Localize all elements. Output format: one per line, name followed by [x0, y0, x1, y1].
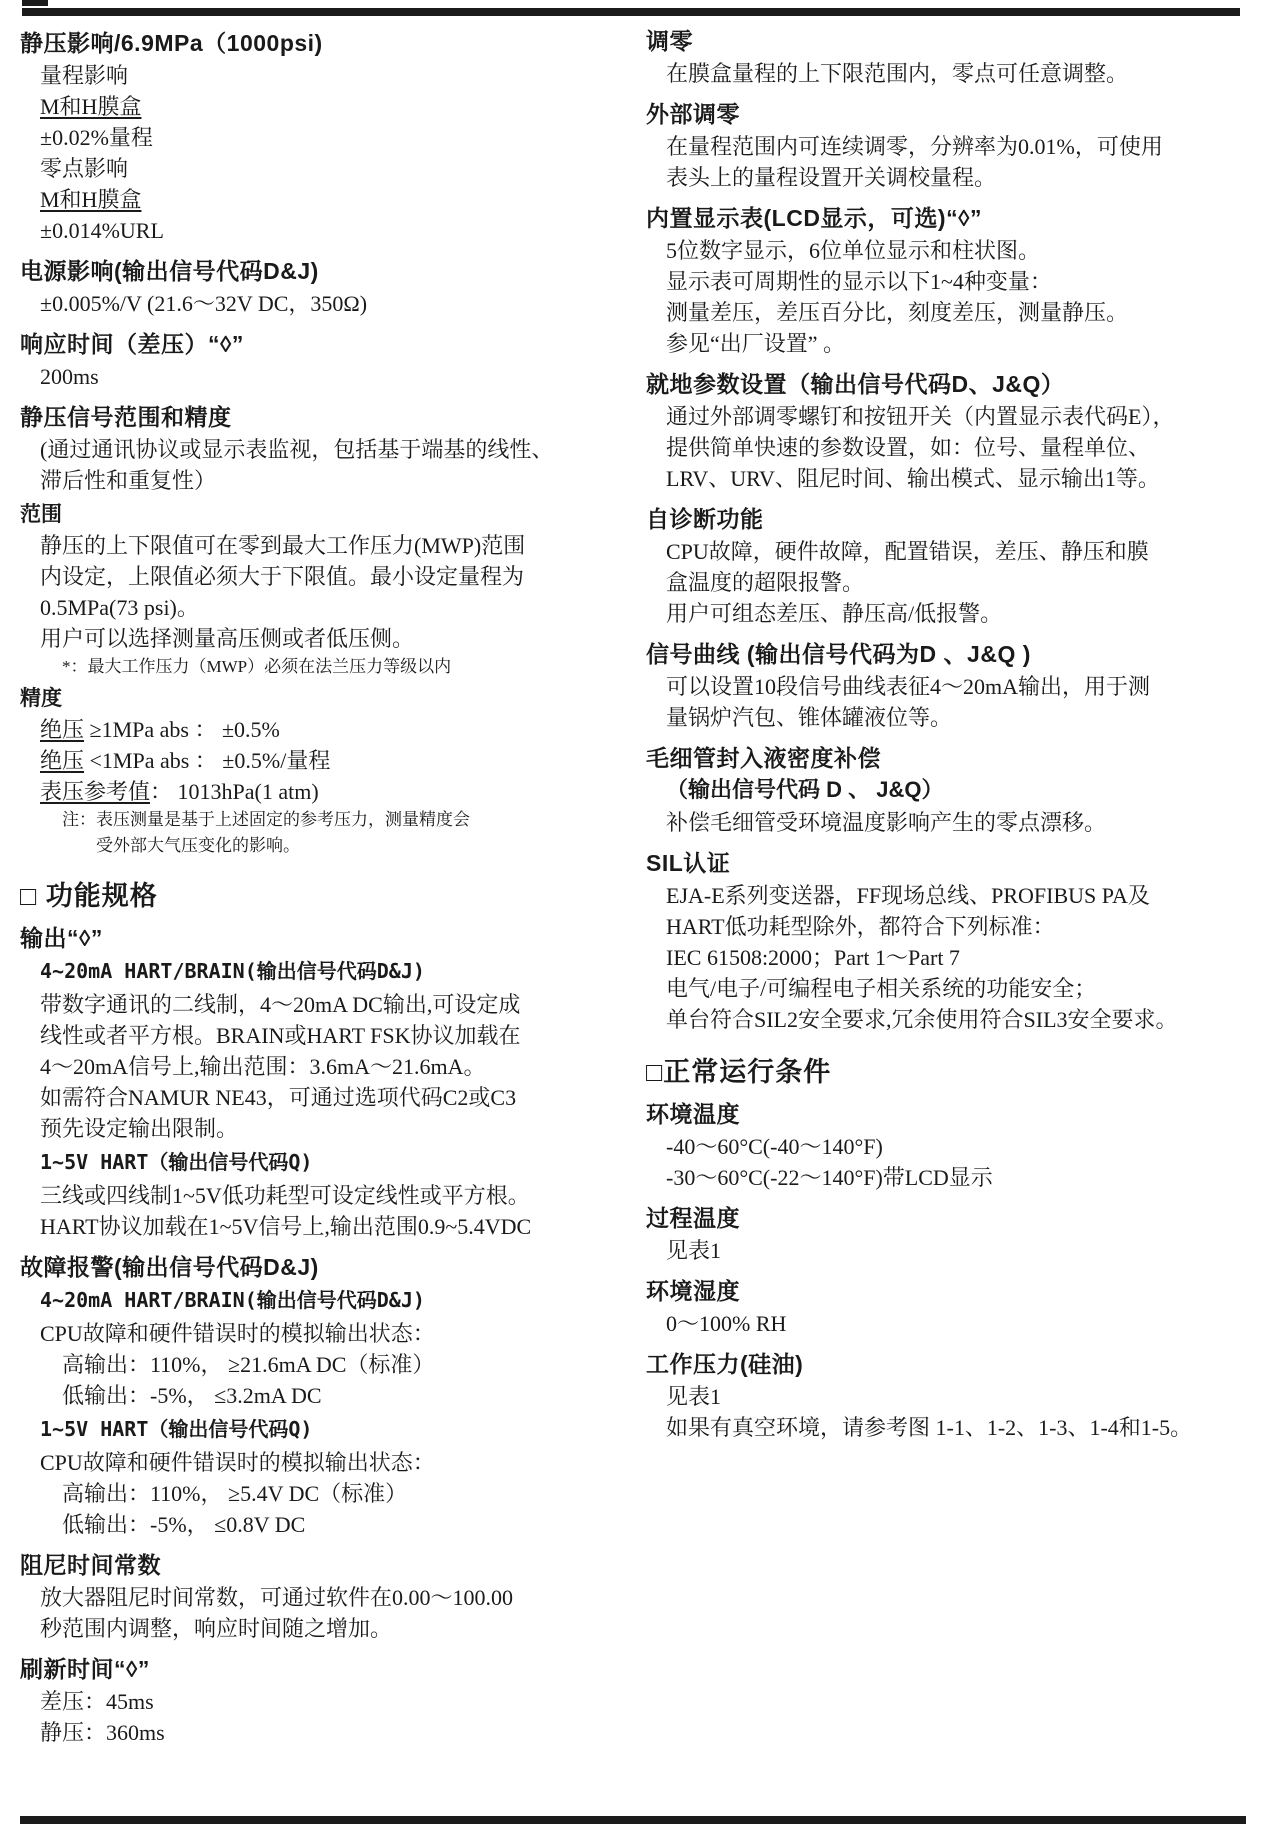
text-run: ±0.005%/V (21.6～32V DC，350Ω): [40, 291, 368, 316]
text-run: 5位数字显示，6位单位显示和柱状图。: [666, 238, 1041, 263]
spec-heading: [20, 256, 640, 286]
text-run: 盒温度的超限报警。: [666, 570, 865, 595]
text-line: [20, 592, 640, 623]
spec-heading: [646, 848, 1276, 878]
spec-heading: [20, 1550, 640, 1580]
text-run: CPU故障，硬件故障，配置错误，差压、静压和膜: [666, 539, 1149, 564]
text-line: [20, 1051, 640, 1082]
spec-heading: [646, 1099, 1276, 1129]
text-run: EJA-E系列变送器，FF现场总线、PROFIBUS PA及: [666, 883, 1150, 908]
text-line: [20, 1613, 640, 1644]
text-line: [646, 973, 1276, 1004]
text-line: [646, 1381, 1276, 1412]
text-run: 提供简单快速的参数设置，如：位号、量程单位、: [666, 435, 1151, 460]
text-line: [20, 714, 640, 745]
text-line: [20, 1582, 640, 1613]
text-line: [646, 131, 1276, 162]
text-line: [646, 807, 1276, 838]
text-run: 差压：45ms: [40, 1689, 154, 1714]
text-line: [646, 1162, 1276, 1193]
text-run: 用户可以选择测量高压侧或者低压侧。: [40, 626, 415, 651]
text-run: □ 功能规格: [20, 881, 158, 911]
spec-heading: [646, 743, 1276, 773]
text-run: CPU故障和硬件错误时的模拟输出状态：: [40, 1321, 435, 1346]
text-run: 调零: [646, 28, 693, 54]
text-run: （输出信号代码 D 、 J&Q）: [666, 777, 944, 802]
sub-heading: [20, 684, 640, 714]
text-run: 表头上的量程设置开关调校量程。: [666, 165, 997, 190]
text-run: CPU故障和硬件错误时的模拟输出状态：: [40, 1450, 435, 1475]
text-line: [20, 989, 640, 1020]
text-run: 0～100% RH: [666, 1311, 787, 1336]
text-run: 毛细管封入液密度补偿: [646, 745, 881, 771]
spec-heading: [20, 329, 640, 359]
text-line: [20, 745, 640, 776]
text-line: [20, 60, 640, 91]
text-run: -30～60°C(-22～140°F)带LCD显示: [666, 1165, 993, 1190]
text-line: [646, 1308, 1276, 1339]
text-run: 0.5MPa(73 psi)。: [40, 595, 199, 620]
spec-heading: [646, 1349, 1276, 1379]
text-line: [20, 1020, 640, 1051]
text-run: <1MPa abs ： ±0.5%/量程: [84, 748, 331, 773]
text-run: 用户可组态差压、静压高/低报警。: [666, 601, 1003, 626]
text-run: 响应时间（差压）“◊”: [20, 331, 244, 357]
text-line: [20, 1447, 640, 1478]
text-run: 低输出：-5%， ≤0.8V DC: [62, 1512, 306, 1537]
text-run: 静压影响/6.9MPa（1000psi): [20, 30, 323, 56]
spec-heading: [646, 99, 1276, 129]
text-line: [646, 266, 1276, 297]
text-run: 工作压力(硅油): [646, 1351, 804, 1377]
text-run: ±0.02%量程: [40, 125, 153, 150]
text-run: 三线或四线制1~5V低功耗型可设定线性或平方根。: [40, 1183, 530, 1208]
text-line: [646, 567, 1276, 598]
text-run: 内置显示表(LCD显示，可选)“◊”: [646, 205, 982, 231]
signal-code-subheading: [20, 1413, 640, 1446]
text-run: LRV、URV、阻尼时间、输出模式、显示输出1等。: [666, 466, 1160, 491]
text-line: [20, 1509, 640, 1540]
text-line: [20, 215, 640, 246]
text-line: [646, 702, 1276, 733]
text-run: 显示表可周期性的显示以下1~4种变量：: [666, 269, 1052, 294]
underlined-term: M和H膜盒: [40, 94, 142, 119]
text-run: 测量差压，差压百分比，刻度差压，测量静压。: [666, 300, 1129, 325]
text-run: 量锅炉汽包、锥体罐液位等。: [666, 705, 953, 730]
text-line: [20, 561, 640, 592]
text-line: [20, 434, 640, 465]
text-run: 电源影响(输出信号代码D&J): [20, 258, 319, 284]
text-line: [646, 1131, 1276, 1162]
text-line: [646, 235, 1276, 266]
text-line: [646, 432, 1276, 463]
section-heading: [20, 879, 640, 913]
text-run: 注：表压测量是基于上述固定的参考压力，测量精度会: [62, 810, 470, 829]
spec-heading: [20, 28, 640, 58]
text-line: [646, 911, 1276, 942]
text-run: 范围: [20, 503, 62, 526]
text-run: 量程影响: [40, 63, 129, 88]
text-run: 输出“◊”: [20, 925, 103, 951]
text-run: -40～60°C(-40～140°F): [666, 1134, 883, 1159]
text-run: 如需符合NAMUR NE43，可通过选项代码C2或C3: [40, 1085, 517, 1110]
text-line: [646, 1412, 1276, 1443]
text-run: *：最大工作压力（MWP）必须在法兰压力等级以内: [62, 657, 452, 676]
text-run: 带数字通讯的二线制，4～20mA DC输出,可设定成: [40, 992, 521, 1017]
text-line: [20, 1717, 640, 1748]
text-line: [20, 122, 640, 153]
note-line: [20, 654, 640, 680]
text-run: 秒范围内调整，响应时间随之增加。: [40, 1616, 393, 1641]
section-heading: [646, 1055, 1276, 1089]
text-run: HART低功耗型除外，都符合下列标准：: [666, 914, 1055, 939]
underlined-term: M和H膜盒: [40, 187, 142, 212]
text-line: [646, 671, 1276, 702]
text-run: 在量程范围内可连续调零，分辨率为0.01%，可使用: [666, 134, 1163, 159]
text-run: 单台符合SIL2安全要求,冗余使用符合SIL3安全要求。: [666, 1007, 1178, 1032]
text-line: [646, 463, 1276, 494]
text-run: 静压信号范围和精度: [20, 404, 232, 430]
text-run: 故障报警(输出信号代码D&J): [20, 1254, 319, 1280]
text-run: 阻尼时间常数: [20, 1552, 161, 1578]
text-run: 就地参数设置（输出信号代码D、J&Q）: [646, 371, 1065, 397]
text-run: 受外部大气压变化的影响。: [96, 836, 300, 855]
text-line: [20, 288, 640, 319]
text-run: 4～20mA信号上,输出范围：3.6mA～21.6mA。: [40, 1054, 486, 1079]
text-run: IEC 61508:2000；Part 1～Part 7: [666, 945, 960, 970]
text-run: 200ms: [40, 364, 99, 389]
signal-code-subheading: [20, 955, 640, 988]
text-line: [646, 401, 1276, 432]
spec-heading: [20, 923, 640, 953]
spec-heading-subline: [646, 775, 1276, 805]
text-run: 4~20mA HART/BRAIN(输出信号代码D&J): [40, 1288, 425, 1312]
text-run: 环境温度: [646, 1101, 740, 1127]
signal-code-subheading: [20, 1284, 640, 1317]
text-run: 预先设定输出限制。: [40, 1116, 239, 1141]
page-bottom-rule: [20, 1816, 1246, 1824]
signal-code-subheading: [20, 1146, 640, 1179]
text-run: 见表1: [666, 1384, 722, 1409]
text-line: [646, 328, 1276, 359]
text-run: SIL认证: [646, 850, 731, 876]
spec-heading: [646, 203, 1276, 233]
underlined-term: 绝压: [40, 717, 85, 742]
text-run: (通过通讯协议或显示表监视，包括基于端基的线性、: [40, 437, 554, 462]
text-line: [20, 361, 640, 392]
text-line: [646, 58, 1276, 89]
spec-heading: [20, 402, 640, 432]
text-run: ≥1MPa abs ： ±0.5%: [84, 717, 280, 742]
text-run: ±0.014%URL: [40, 218, 164, 243]
text-line: [20, 1349, 640, 1380]
text-run: 在膜盒量程的上下限范围内，零点可任意调整。: [666, 61, 1129, 86]
right-column: [646, 26, 1276, 1443]
text-run: 补偿毛细管受环境温度影响产生的零点漂移。: [666, 810, 1107, 835]
text-run: 零点影响: [40, 156, 129, 181]
text-run: 可以设置10段信号曲线表征4～20mA输出，用于测: [666, 674, 1151, 699]
text-line: [20, 530, 640, 561]
text-run: 外部调零: [646, 101, 740, 127]
text-run: ： 1013hPa(1 atm): [150, 779, 319, 804]
text-run: 刷新时间“◊”: [20, 1656, 150, 1682]
text-run: 放大器阻尼时间常数，可通过软件在0.00～100.00: [40, 1585, 514, 1610]
text-run: 滞后性和重复性）: [40, 468, 217, 493]
text-run: 参见“出厂设置” 。: [666, 331, 846, 356]
note-line: [20, 807, 640, 833]
text-line: [20, 1318, 640, 1349]
spec-heading: [646, 1203, 1276, 1233]
text-run: 静压的上下限值可在零到最大工作压力(MWP)范围: [40, 533, 526, 558]
text-run: 通过外部调零螺钉和按钮开关（内置显示表代码E），: [666, 404, 1175, 429]
text-run: 静压：360ms: [40, 1720, 165, 1745]
text-run: 精度: [20, 687, 62, 710]
text-run: HART协议加载在1~5V信号上,输出范围0.9~5.4VDC: [40, 1214, 532, 1239]
underlined-term: 绝压: [40, 748, 85, 773]
page-top-rule: [22, 8, 1240, 16]
text-line: [20, 1686, 640, 1717]
spec-heading: [646, 639, 1276, 669]
text-line: [20, 1211, 640, 1242]
text-run: 1~5V HART（输出信号代码Q): [40, 1150, 313, 1174]
text-line: [646, 1004, 1276, 1035]
text-line: [646, 1235, 1276, 1266]
text-line: [20, 1082, 640, 1113]
text-run: 过程温度: [646, 1205, 740, 1231]
text-line: [20, 1478, 640, 1509]
text-run: 线性或者平方根。BRAIN或HART FSK协议加载在: [40, 1023, 521, 1048]
text-line: [20, 1113, 640, 1144]
text-run: 见表1: [666, 1238, 722, 1263]
text-run: 自诊断功能: [646, 506, 764, 532]
text-run: 信号曲线 (输出信号代码为D 、J&Q ): [646, 641, 1031, 667]
text-line: [646, 162, 1276, 193]
text-run: 如果有真空环境，请参考图 1-1、1-2、1-3、1-4和1-5。: [666, 1415, 1193, 1440]
text-run: 电气/电子/可编程电子相关系统的功能安全；: [666, 976, 1097, 1001]
text-line: [20, 776, 640, 807]
spec-heading: [646, 369, 1276, 399]
text-run: 1~5V HART（输出信号代码Q): [40, 1417, 313, 1441]
text-line: [646, 297, 1276, 328]
spec-heading: [646, 26, 1276, 56]
text-run: □正常运行条件: [646, 1057, 832, 1087]
text-line: [20, 91, 640, 122]
page-header-tab: [22, 0, 48, 6]
text-line: [646, 880, 1276, 911]
text-line: [20, 623, 640, 654]
text-run: 高输出：110%， ≥5.4V DC（标准）: [62, 1481, 408, 1506]
text-line: [20, 1380, 640, 1411]
spec-heading: [646, 504, 1276, 534]
spec-heading: [20, 1654, 640, 1684]
spec-heading: [20, 1252, 640, 1282]
text-line: [646, 536, 1276, 567]
note-line: [20, 833, 640, 859]
left-column: [20, 28, 640, 1748]
text-line: [20, 1180, 640, 1211]
text-run: 4~20mA HART/BRAIN(输出信号代码D&J): [40, 959, 425, 983]
text-run: 环境湿度: [646, 1278, 740, 1304]
underlined-term: 表压参考值: [40, 779, 151, 804]
text-run: 低输出：-5%， ≤3.2mA DC: [62, 1383, 322, 1408]
text-line: [20, 184, 640, 215]
spec-heading: [646, 1276, 1276, 1306]
sub-heading: [20, 500, 640, 530]
text-run: 高输出：110%， ≥21.6mA DC（标准）: [62, 1352, 435, 1377]
text-line: [646, 598, 1276, 629]
text-line: [20, 465, 640, 496]
text-line: [20, 153, 640, 184]
text-run: 内设定，上限值必须大于下限值。最小设定量程为: [40, 564, 525, 589]
text-line: [646, 942, 1276, 973]
